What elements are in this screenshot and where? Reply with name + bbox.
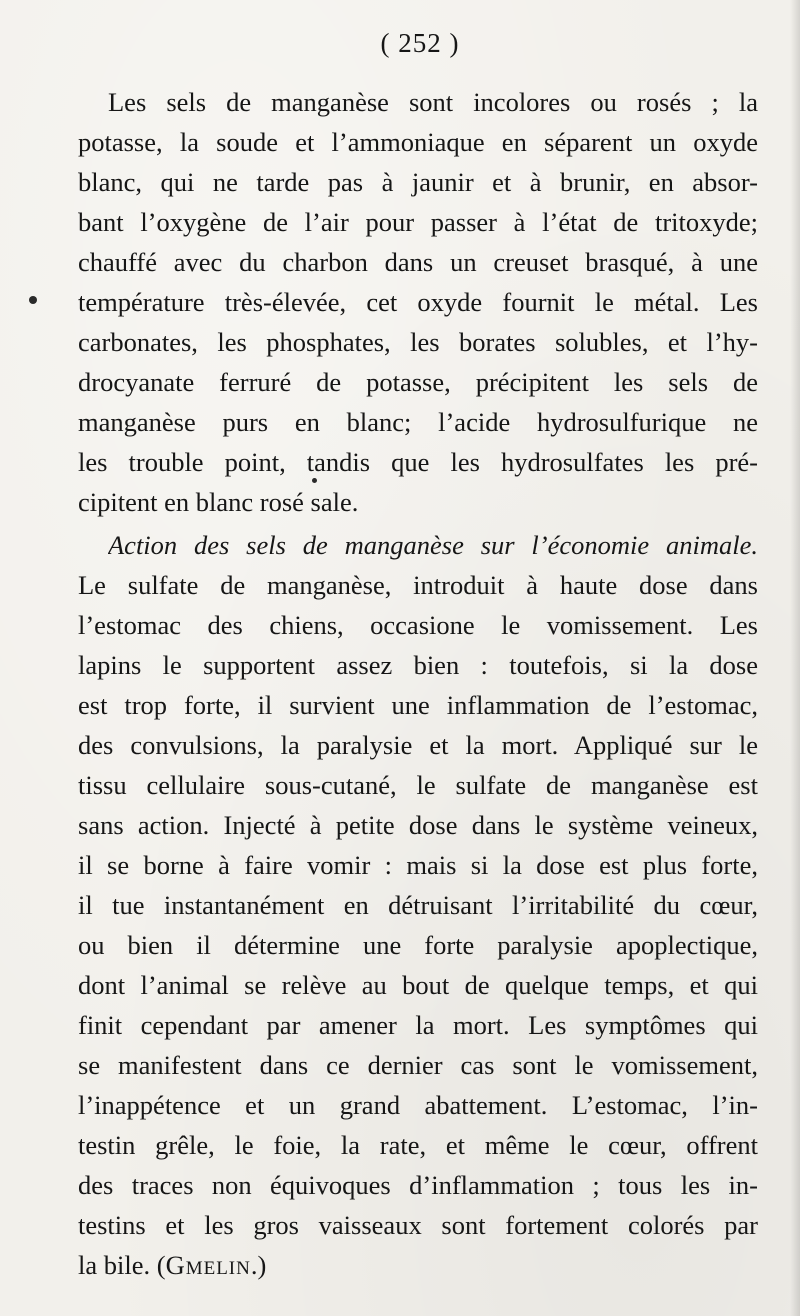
text-line-29: testins et les gros vaisseaux sont fortement colorés par <box>78 1210 758 1240</box>
text-line-26: l’inappétence et un grand abattement. L’estomac, l’in- <box>78 1090 758 1120</box>
text-line-18: tissu cellulaire sous-cutané, le sulfate de manganèse est <box>78 770 758 800</box>
text-line-22: ou bien il détermine une forte paralysie apoplectique, <box>78 930 758 960</box>
text-line-16: est trop forte, il survient une inflammation de l’estomac, <box>78 690 758 720</box>
text-line-15: lapins le supportent assez bien : toutefois, si la dose <box>78 650 758 680</box>
final-line <box>78 1245 758 1285</box>
text-line-6: température très-élevée, cet oxyde fournit le métal. Les <box>78 287 758 317</box>
author-citation: Gmelin <box>165 1250 251 1280</box>
text-line-8: drocyanate ferruré de potasse, précipitent les sels de <box>78 367 758 397</box>
text-line-17: des convulsions, la paralysie et la mort. Appliqué sur le <box>78 730 758 760</box>
text-line-13: Le sulfate de manganèse, introduit à haute dose dans <box>78 570 758 600</box>
text-line-11: cipitent en blanc rosé sale. <box>78 487 359 517</box>
text-line-2: potasse, la soude et l’ammoniaque en séparent un oxyde <box>78 127 758 157</box>
text-line-7: carbonates, les phosphates, les borates solubles, et l’hy- <box>78 327 758 357</box>
text-line-5: chauffé avec du charbon dans un creuset brasqué, à une <box>78 247 758 277</box>
text-line-19: sans action. Injecté à petite dose dans le système veineux, <box>78 810 758 840</box>
spine-shadow <box>790 0 800 1316</box>
text-line-3: blanc, qui ne tarde pas à jaunir et à brunir, en absor- <box>78 167 758 197</box>
text-line-24: finit cependant par amener la mort. Les symptômes qui <box>78 1010 758 1040</box>
text-line-9: manganèse purs en blanc; l’acide hydrosulfurique ne <box>78 407 758 437</box>
text-line-14: l’estomac des chiens, occasione le vomissement. Les <box>78 610 758 640</box>
ink-speck <box>312 478 317 483</box>
text-line-25: se manifestent dans ce dernier cas sont le vomissement, <box>78 1050 758 1080</box>
text-line-28: des traces non équivoques d’inflammation ; tous les in- <box>78 1170 758 1200</box>
text-line-1: Les sels de manganèse sont incolores ou rosés ; la <box>108 87 758 117</box>
final-line-suffix: .) <box>250 1250 267 1280</box>
text-line-23: dont l’animal se relève au bout de quelque temps, et qui <box>78 970 758 1000</box>
text-line-10: les trouble point, tandis que les hydrosulfates les pré- <box>78 447 758 477</box>
text-line-20: il se borne à faire vomir : mais si la dose est plus forte, <box>78 850 758 880</box>
ink-speck <box>29 296 37 304</box>
text-line-4: bant l’oxygène de l’air pour passer à l’état de tritoxyde; <box>78 207 758 237</box>
text-line-27: testin grêle, le foie, la rate, et même le cœur, offrent <box>78 1130 758 1160</box>
final-line-text: la bile. ( <box>78 1250 166 1280</box>
text-line-21: il tue instantanément en détruisant l’irritabilité du cœur, <box>78 890 758 920</box>
section-heading: Action des sels de manganèse sur l’économie animale. <box>108 530 758 560</box>
page-number: ( 252 ) <box>380 28 460 58</box>
